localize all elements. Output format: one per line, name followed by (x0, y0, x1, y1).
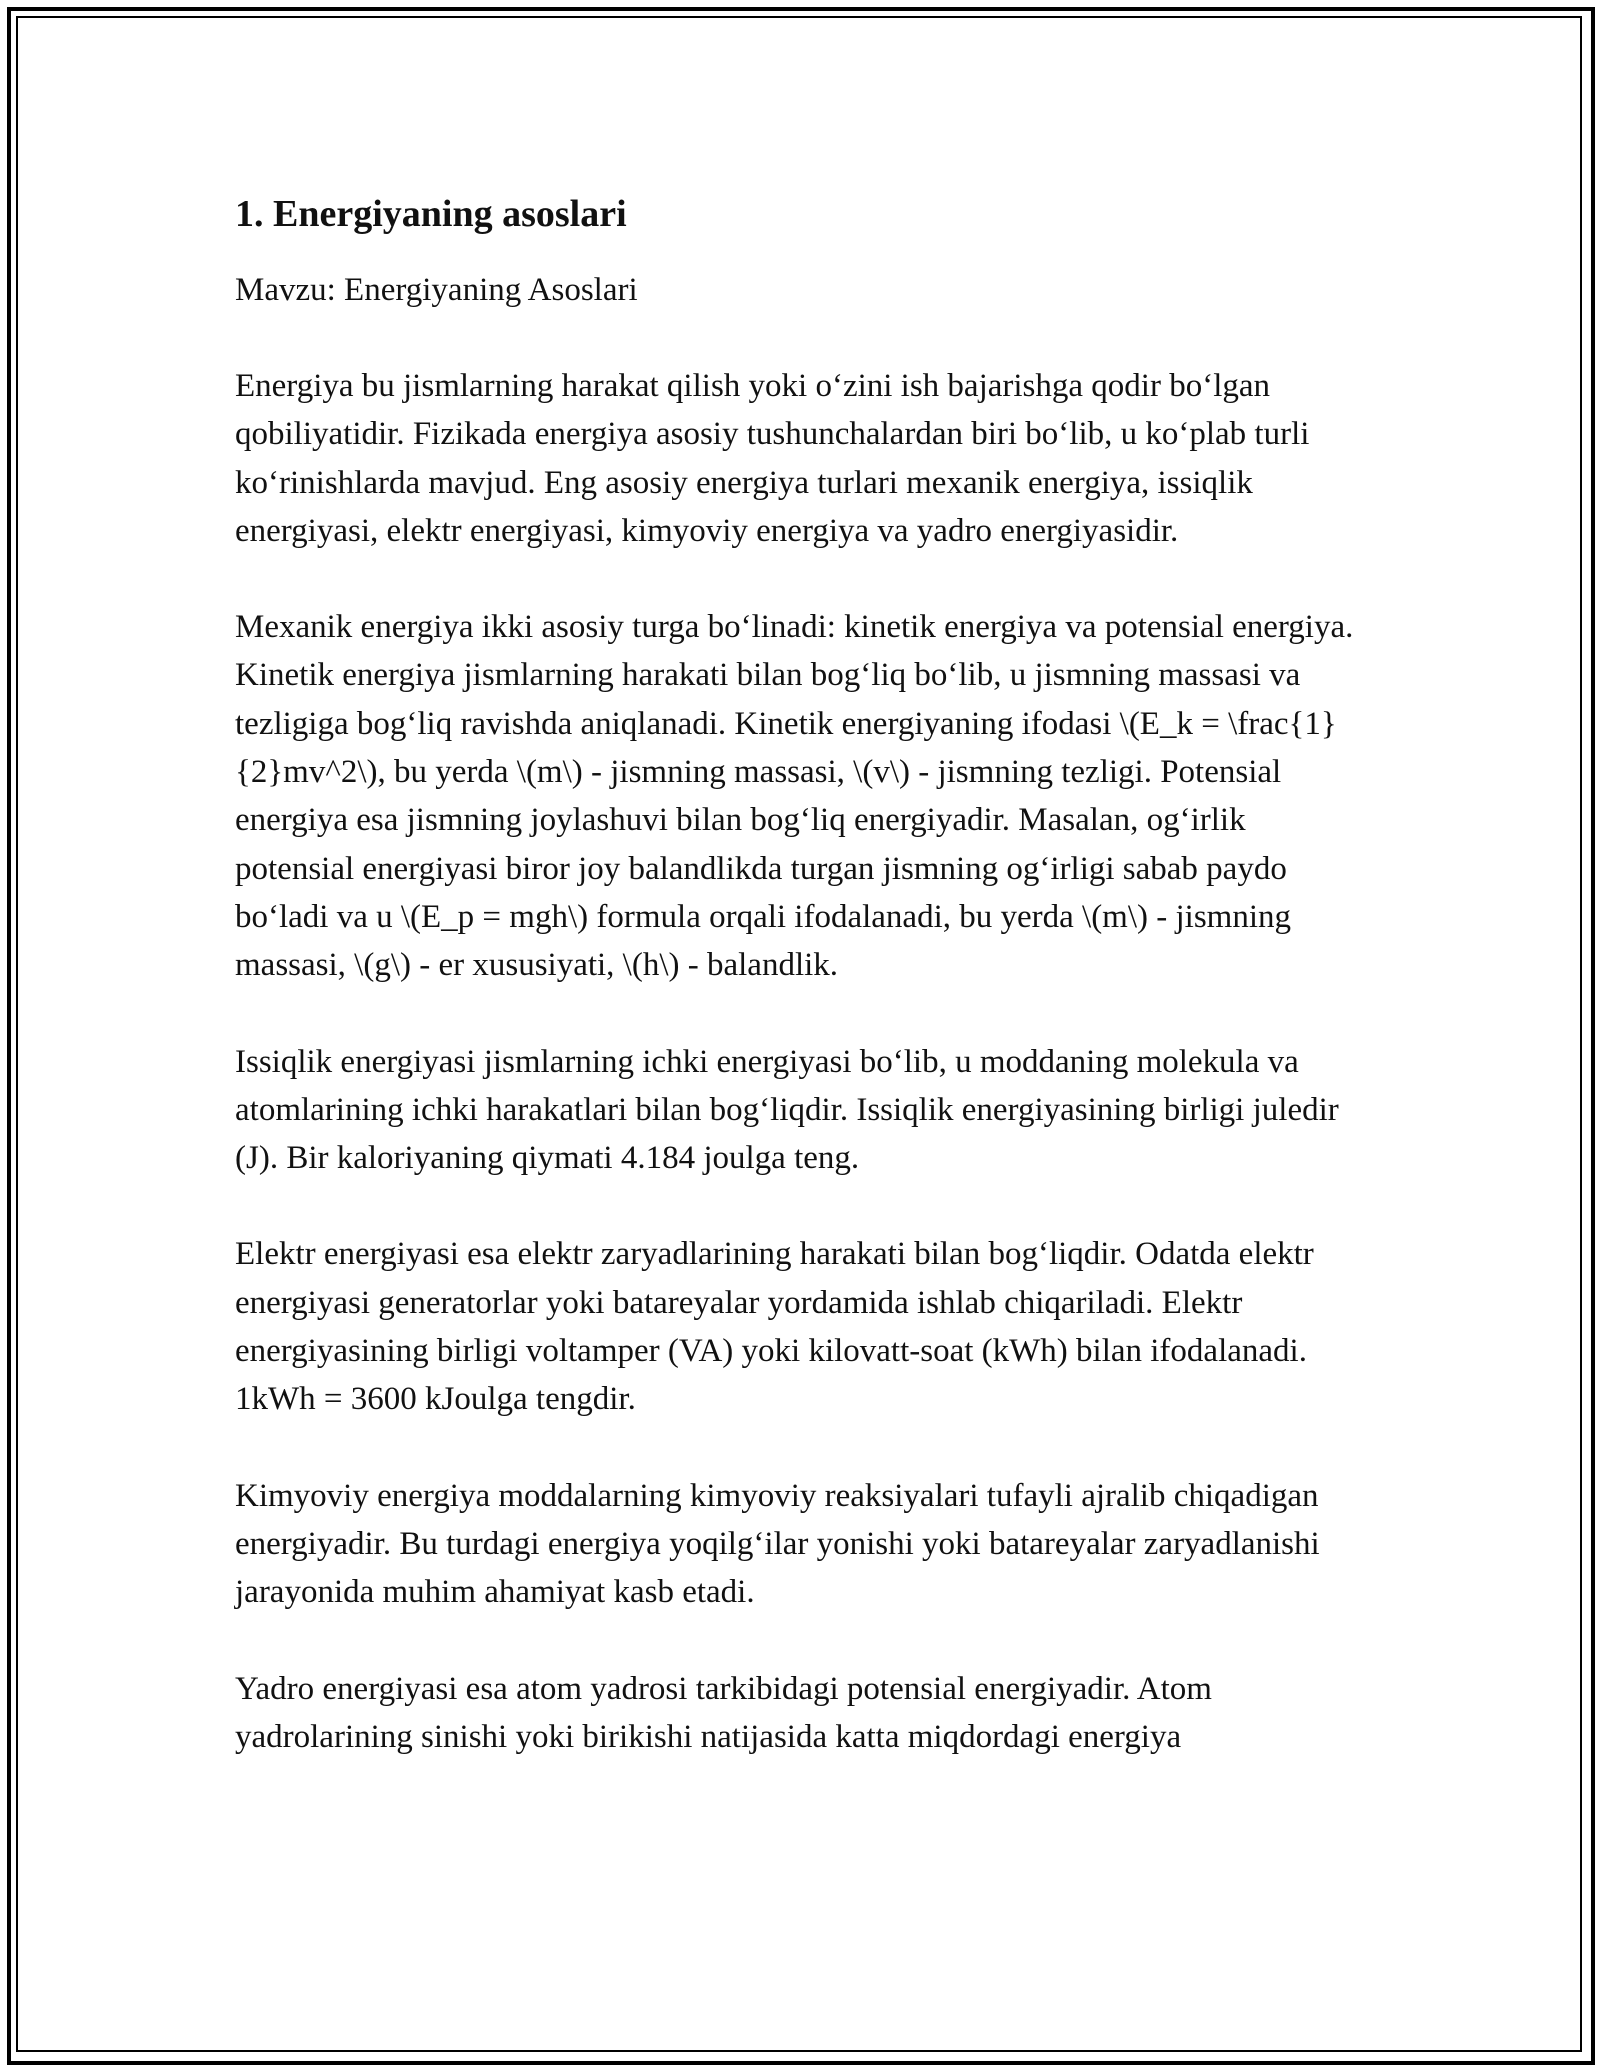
paragraph-energy-definition: Energiya bu jismlarning harakat qilish yoki o‘zini ish bajarishga qodir bo‘lgan qobiliyatidir. Fizikada energiya asosiy tushunchalardan biri bo‘lib, u ko‘plab turli ko‘rinishlarda mavjud. Eng asosiy energiya turlari mexanik energiya, issiqlik energiyasi, elektr energiyasi, kimyoviy energiya va yadro energiyasidir. (235, 368, 1310, 549)
paragraph-mechanical-energy: Mexanik energiya ikki asosiy turga bo‘linadi: kinetik energiya va potensial energiya. Kinetik energiya jismlarning harakati bilan bog‘liq bo‘lib, u jismning massasi va tezligiga bog‘liq ravishda aniqlanadi. Kinetik energiyaning ifodasi \(E_k = \frac{1}{2}mv^2\), bu yerda \(m\) - jismning massasi, \(v\) - jismning tezligi. Potensial energiya esa jismning joylashuvi bilan bog‘liq energiyadir. Masalan, og‘irlik potensial energiyasi biror joy balandlikda turgan jismning og‘irligi sabab paydo bo‘ladi va u \(E_p = mgh\) formula orqali ifodalanadi, bu yerda \(m\) - jismning massasi, \(g\) - er xususiyati, \(h\) - balandlik. (235, 609, 1354, 984)
paragraph-chemical-energy: Kimyoviy energiya moddalarning kimyoviy reaksiyalari tufayli ajralib chiqadigan energiyadir. Bu turdagi energiya yoqilg‘ilar yonishi yoki batareyalar zaryadlanishi jarayonida muhim ahamiyat kasb etadi. (235, 1477, 1320, 1611)
paragraph-thermal-energy: Issiqlik energiyasi jismlarning ichki energiyasi bo‘lib, u moddaning molekula va atomlarining ichki harakatlari bilan bog‘liqdir. Issiqlik energiyasining birligi juledir (J). Bir kaloriyaning qiymati 4.184 joulga teng. (235, 1043, 1339, 1177)
paragraph-electrical-energy: Elektr energiyasi esa elektr zaryadlarining harakati bilan bog‘liqdir. Odatda elektr energiyasi generatorlar yoki batareyalar yordamida ishlab chiqariladi. Elektr energiyasining birligi voltamper (VA) yoki kilovatt-soat (kWh) bilan ifodalanadi. 1kWh = 3600 kJoulga tengdir. (235, 1236, 1314, 1418)
subject-line: Mavzu: Energiyaning Asoslari (235, 272, 638, 308)
paragraph-nuclear-energy: Yadro energiyasi esa atom yadrosi tarkibidagi potensial energiyadir. Atom yadrolarining sinishi yoki birikishi natijasida katta miqdordagi energiya (235, 1670, 1212, 1755)
document-body (235, 186, 1365, 1761)
section-heading: 1. Energiyaning asoslari (235, 193, 627, 235)
